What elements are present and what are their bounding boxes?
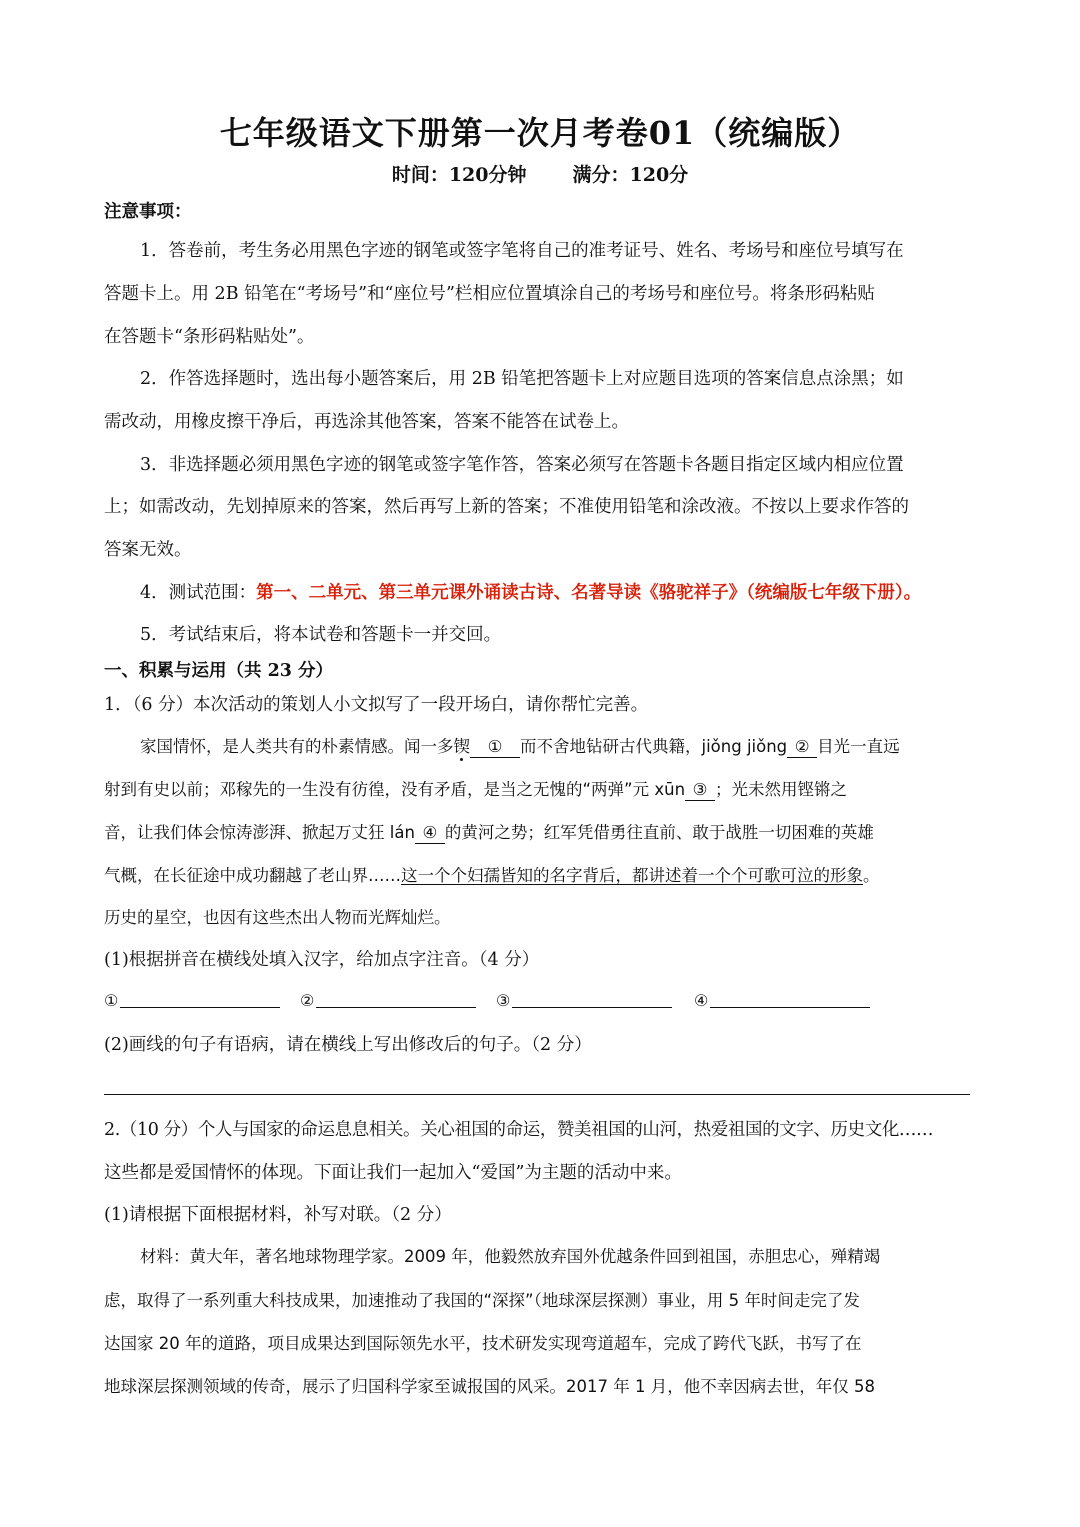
note-3-line-1: 3．非选择题必须用黑色字迹的钢笔或签字笔作答，答案必须写在答题卡各题目指定区域内相应位置 bbox=[140, 455, 904, 475]
note-1-line-3: 在答题卡“条形码粘贴处”。 bbox=[104, 327, 315, 347]
q1-sub-2: (2)画线的句子有语病，请在横线上写出修改后的句子。（2 分） bbox=[104, 1035, 592, 1055]
blank-2: ② bbox=[787, 737, 817, 758]
note-4-prefix: 4．测试范围： bbox=[140, 583, 257, 603]
q1-passage-line-2 bbox=[104, 778, 976, 802]
passage-text: 音，让我们体会惊涛澎湃、掀起万丈狂 lán bbox=[104, 823, 415, 842]
section-1-heading: 一、积累与运用（共 23 分） bbox=[104, 661, 334, 681]
q1-passage-line-5: 历史的星空，也因有这些杰出人物而光辉灿烂。 bbox=[104, 908, 451, 927]
passage-text: 气概，在长征途中成功翻越了老山界…… bbox=[104, 866, 401, 885]
notes-heading: 注意事项： bbox=[104, 202, 192, 222]
answer-line bbox=[120, 1007, 280, 1008]
material-line-2: 虑，取得了一系列重大科技成果，加速推动了我国的“深探”（地球深层探测）事业，用 5 年时间走完了发 bbox=[104, 1291, 860, 1310]
material-line-3: 达国家 20 年的道路，项目成果达到国际领先水平，技术研发实现弯道超车，完成了跨代飞跃，书写了在 bbox=[104, 1334, 862, 1353]
note-2-line-1: 2．作答选择题时，选出每小题答案后，用 2B 铅笔把答题卡上对应题目选项的答案信息点涂黑；如 bbox=[140, 369, 904, 389]
note-5: 5．考试结束后，将本试卷和答题卡一并交回。 bbox=[140, 625, 502, 645]
material-line-4: 地球深层探测领域的传奇，展示了归国科学家至诚报国的风采。2017 年 1 月，他不幸因病去世，年仅 58 bbox=[104, 1377, 875, 1396]
material-line-1: 材料：黄大年，著名地球物理学家。2009 年，他毅然放弃国外优越条件回到祖国，赤胆忠心，殚精竭 bbox=[140, 1247, 881, 1266]
blank-4: ④ bbox=[415, 823, 445, 844]
underlined-sentence: 这一个个妇孺皆知的名字背后，都讲述着一个个可歌可泣的形象 bbox=[401, 866, 863, 885]
note-3-line-2: 上；如需改动，先划掉原来的答案，然后再写上新的答案；不准使用铅笔和涂改液。不按以上要求作答的 bbox=[104, 497, 909, 517]
passage-text: 目光一直远 bbox=[817, 737, 900, 756]
q2-stem-line-2: 这些都是爱国情怀的体现。下面让我们一起加入“爱国”为主题的活动中来。 bbox=[104, 1163, 682, 1183]
test-range: 第一、二单元、第三单元课外诵读古诗、名著导读《骆驼祥子》（统编版七年级下册）。 bbox=[256, 583, 922, 603]
q1-passage-line-1 bbox=[140, 735, 976, 759]
q1-sub-1: (1)根据拼音在横线处填入汉字，给加点字注音。（4 分） bbox=[104, 950, 540, 970]
dotted-char: 锲 bbox=[453, 737, 470, 756]
passage-text: ；光未然用铿锵之 bbox=[715, 780, 848, 799]
note-4 bbox=[140, 581, 976, 605]
passage-text: 。 bbox=[863, 866, 880, 885]
q2-stem-line-1: 2.（10 分）个人与国家的命运息息相关。关心祖国的命运，赞美祖国的山河，热爱祖国的文字、历史文化…… bbox=[104, 1120, 934, 1140]
passage-text: 而不舍地钻研古代典籍，jiǒng jiǒng bbox=[520, 737, 788, 756]
q1-stem: 1．（6 分）本次活动的策划人小文拟写了一段开场白，请你帮忙完善。 bbox=[104, 695, 649, 715]
blank-3: ③ bbox=[685, 780, 715, 801]
passage-text: 射到有史以前；邓稼先的一生没有彷徨，没有矛盾，是当之无愧的“两弹”元 xūn bbox=[104, 780, 686, 799]
note-2-line-2: 需改动，用橡皮擦干净后，再选涂其他答案，答案不能答在试卷上。 bbox=[104, 412, 629, 432]
answer-line bbox=[512, 1007, 672, 1008]
answer-label-2: ② bbox=[300, 991, 315, 1010]
sentence-answer-line[interactable] bbox=[104, 1094, 970, 1095]
note-3-line-3: 答案无效。 bbox=[104, 540, 192, 560]
exam-full-score: 满分：120分 bbox=[572, 164, 689, 186]
blank-1: ① bbox=[470, 737, 520, 758]
passage-text: 的黄河之势；红军凭借勇往直前、敢于战胜一切困难的英雄 bbox=[444, 823, 874, 842]
answer-label-1: ① bbox=[104, 991, 119, 1010]
answer-label-4: ④ bbox=[694, 991, 709, 1010]
answer-blank-2[interactable] bbox=[300, 991, 476, 1010]
answer-line bbox=[710, 1007, 870, 1008]
answer-label-3: ③ bbox=[496, 991, 511, 1010]
answer-line bbox=[316, 1007, 476, 1008]
note-1-line-2: 答题卡上。用 2B 铅笔在“考场号”和“座位号”栏相应位置填涂自己的考场号和座位号。将条形码粘贴 bbox=[104, 284, 875, 304]
q1-passage-line-3 bbox=[104, 821, 976, 845]
answer-blank-1[interactable] bbox=[104, 991, 280, 1010]
passage-text: 家国情怀，是人类共有的朴素情感。闻一多 bbox=[140, 737, 454, 756]
answer-blank-3[interactable] bbox=[496, 991, 672, 1010]
exam-title: 七年级语文下册第一次月考卷01（统编版） bbox=[219, 114, 861, 152]
exam-time: 时间：120分钟 bbox=[391, 164, 527, 186]
note-1-line-1: 1．答卷前，考生务必用黑色字迹的钢笔或签字笔将自己的准考证号、姓名、考场号和座位号填写在 bbox=[140, 241, 904, 261]
answer-blank-4[interactable] bbox=[694, 991, 870, 1010]
q1-passage-line-4 bbox=[104, 864, 976, 888]
q2-sub-1: (1)请根据下面根据材料，补写对联。（2 分） bbox=[104, 1205, 452, 1225]
exam-subtitle bbox=[0, 160, 1080, 187]
